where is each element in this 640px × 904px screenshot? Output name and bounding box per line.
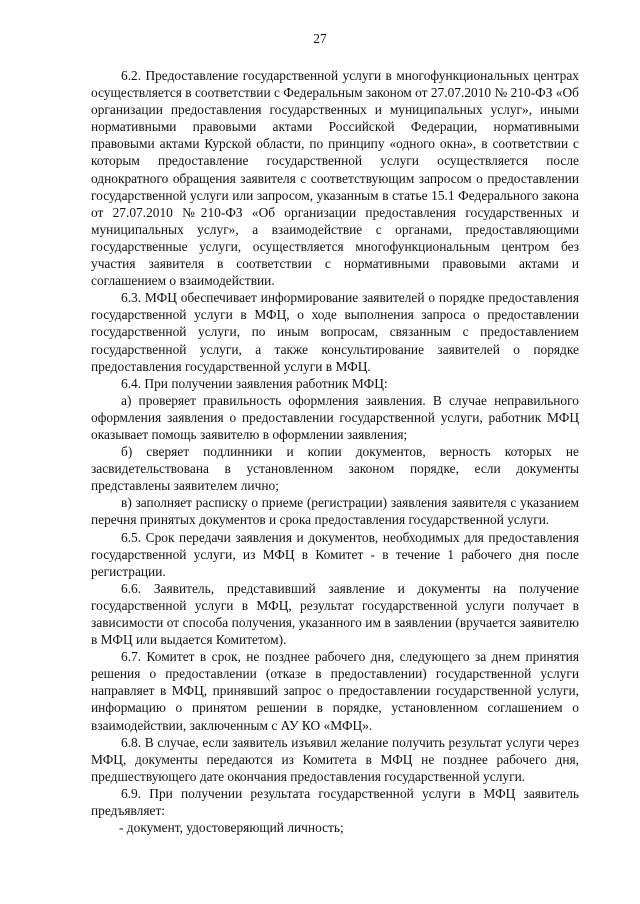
paragraph-6-4-v: в) заполняет расписку о приеме (регистрации) заявления заявителя с указанием перечня принятых документов и срока предоставления государственной услуги.: [91, 495, 579, 528]
paragraph-6-9: 6.9. При получении результата государственной услуги в МФЦ заявитель предъявляет:: [91, 785, 579, 819]
paragraph-6-6: 6.6. Заявитель, представивший заявление и документы на получение государственной услуги в МФЦ, результат государственной услуги получает в зависимости от способа получения, указанного им в заявлении (вручается заявителю в МФЦ или выдается Комитетом).: [91, 580, 579, 648]
paragraph-6-8: 6.8. В случае, если заявитель изъявил желание получить результат услуги через МФЦ, документы передаются из Комитета в МФЦ не позднее рабочего дня, предшествующего дате окончания предоставления государственной услуги.: [91, 734, 579, 784]
paragraph-list-item: - документ, удостоверяющий личность;: [119, 820, 344, 836]
paragraph-6-2: 6.2. Предоставление государственной услуги в многофункциональных центрах осуществляется в соответствии с Федеральным законом от 27.07.2010 № 210-ФЗ «Об организации предоставления государственных и муниципальных услуг», иными нормативными правовыми актами Российской Федерации, нормативными правовыми актами Курской области, по принципу «одного окна», в соответствии с которым предоставление государственной услуги осуществляется после однократного обращения заявителя с соответствующим запросом о предоставлении государственной услуги или запросом, указанным в статье 15.1 Федерального закона от 27.07.2010 №210-ФЗ «Об организации предоставления государственных и муниципальных услуг», а взаимодействие с органами, предоставляющими государственные услуги, осуществляется многофункциональным центром без участия заявителя в соответствии с нормативными правовыми актами и соглашением о взаимодействии.: [91, 68, 579, 289]
paragraph-6-7: 6.7. Комитет в срок, не позднее рабочего дня, следующего за днем принятия решения о предоставлении (отказе в предоставлении) государственной услуги направляет в МФЦ, принявший запрос о предоставлении государственной услуги, информацию о принятом решении в порядке, установленном соглашением о взаимодействии, заключенным с АУ КО «МФЦ».: [91, 649, 579, 733]
paragraph-6-5: 6.5. Срок передачи заявления и документов, необходимых для предоставления государственной услуги, из МФЦ в Комитет - в течение 1 рабочего дня после регистрации.: [91, 529, 579, 579]
paragraph-6-4: 6.4. При получении заявления работник МФЦ:: [121, 375, 388, 391]
paragraph-6-4-b: б) сверяет подлинники и копии документов, верность которых не засвидетельствована в установленном законом порядке, если документы представлены заявителем лично;: [91, 444, 579, 494]
paragraph-6-3: 6.3. МФЦ обеспечивает информирование заявителей о порядке предоставления государственной услуги в МФЦ, о ходе выполнения запроса о предоставлении государственной услуги, по иным вопросам, связанным с предоставлением государственной услуги, а также консультирование заявителей о порядке предоставления государственной услуги в МФЦ.: [91, 290, 579, 374]
document-body: [91, 67, 579, 836]
page-number: 27: [313, 31, 327, 46]
paragraph-6-4-a: а) проверяет правильность оформления заявления. В случае неправильного оформления заявления о предоставлении государственной услуги, работник МФЦ оказывает помощь заявителю в оформлении заявления;: [91, 392, 579, 442]
